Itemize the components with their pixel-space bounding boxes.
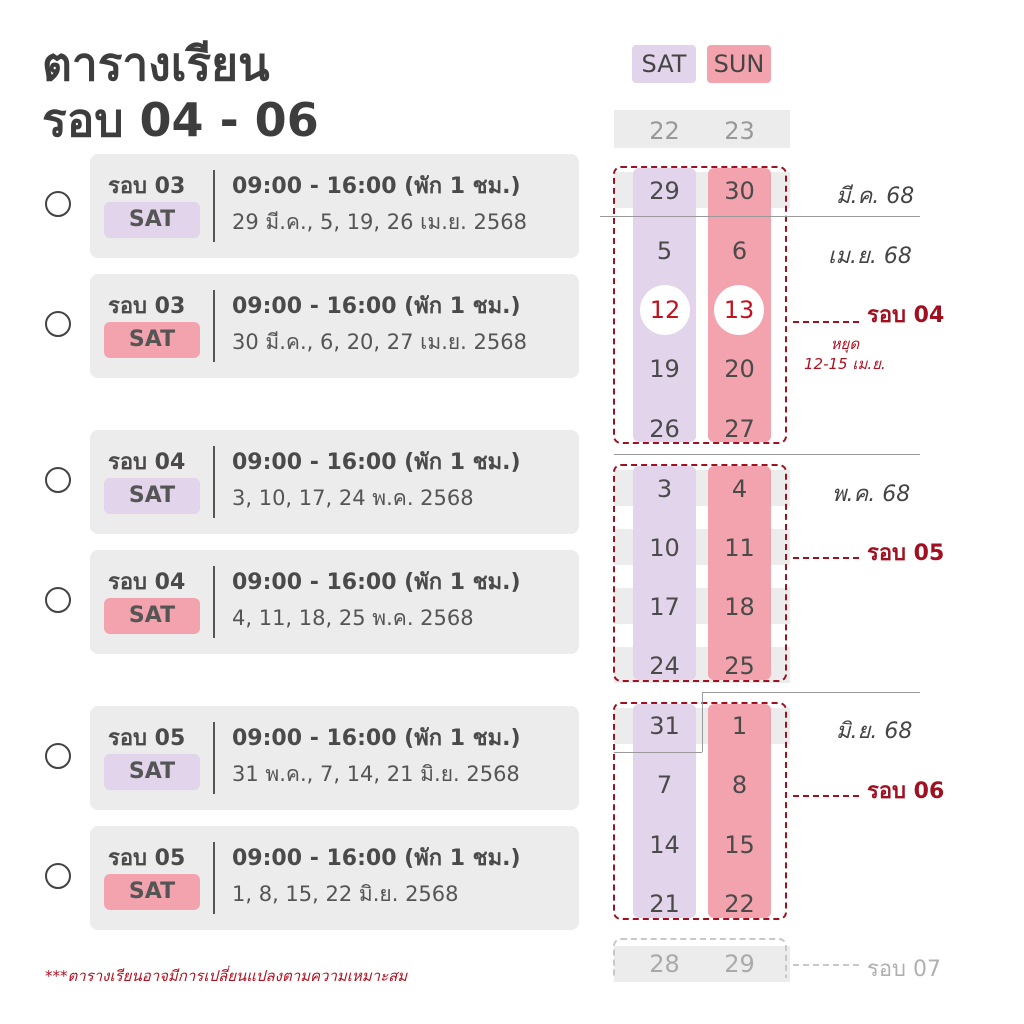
calendar-date: 26: [649, 415, 680, 443]
radio-option-1[interactable]: [45, 191, 71, 217]
day-badge: SAT: [104, 202, 200, 238]
calendar-date: 20: [724, 355, 755, 383]
calendar-date: 27: [724, 415, 755, 443]
month-separator: [702, 692, 703, 752]
schedule-card-1[interactable]: [90, 154, 579, 258]
schedule-card-2[interactable]: [90, 274, 579, 378]
date-list: 1, 8, 15, 22 มิ.ย. 2568: [232, 882, 459, 906]
day-badge: SAT: [104, 322, 200, 358]
schedule-card-6[interactable]: [90, 826, 579, 930]
header-sat: SAT: [632, 45, 696, 83]
header-sun: SUN: [707, 45, 771, 83]
date-list: 4, 11, 18, 25 พ.ค. 2568: [232, 606, 474, 630]
calendar-date: 19: [649, 355, 680, 383]
divider: [213, 290, 215, 362]
calendar-date: 4: [731, 475, 748, 503]
round-06-leader: [793, 795, 859, 797]
day-badge: SAT: [104, 478, 200, 514]
calendar-date: 28: [649, 950, 680, 978]
round-07-leader: [793, 964, 859, 966]
date-list: 30 มี.ค., 6, 20, 27 เม.ย. 2568: [232, 330, 527, 354]
holiday-note: [804, 334, 886, 374]
month-label: เม.ย. 68: [828, 244, 912, 269]
month-separator: [702, 692, 920, 693]
divider: [213, 566, 215, 638]
calendar-date: 21: [649, 890, 680, 918]
calendar-date: 5: [656, 237, 673, 265]
month-label: มิ.ย. 68: [836, 719, 913, 744]
calendar-date: 3: [656, 475, 673, 503]
time-range: 09:00 - 16:00 (พัก 1 ชม.): [232, 726, 521, 751]
calendar-date: 29: [724, 950, 755, 978]
round-label-05: รอบ 05: [867, 541, 945, 566]
month-separator: [614, 752, 702, 753]
round-label: รอบ 03: [108, 174, 186, 199]
calendar-date: 30: [724, 177, 755, 205]
date-list: 31 พ.ค., 7, 14, 21 มิ.ย. 2568: [232, 762, 520, 786]
calendar-date: 14: [649, 831, 680, 859]
calendar-date: 25: [724, 652, 755, 680]
round-label: รอบ 05: [108, 726, 186, 751]
calendar-date: 7: [656, 771, 673, 799]
radio-option-4[interactable]: [45, 587, 71, 613]
time-range: 09:00 - 16:00 (พัก 1 ชม.): [232, 450, 521, 475]
time-range: 09:00 - 16:00 (พัก 1 ชม.): [232, 294, 521, 319]
calendar-date: 29: [649, 177, 680, 205]
holiday-note-line2: 12-15 เม.ย.: [804, 355, 886, 373]
calendar-date: 18: [724, 593, 755, 621]
calendar-date: 11: [724, 534, 755, 562]
round-label-06: รอบ 06: [867, 779, 945, 804]
round-label: รอบ 05: [108, 846, 186, 871]
radio-option-3[interactable]: [45, 467, 71, 493]
schedule-card-5[interactable]: [90, 706, 579, 810]
round-label: รอบ 03: [108, 294, 186, 319]
calendar-date: 31: [649, 712, 680, 740]
round-05-leader: [793, 557, 859, 559]
divider: [213, 446, 215, 518]
calendar-date: 17: [649, 593, 680, 621]
time-range: 09:00 - 16:00 (พัก 1 ชม.): [232, 174, 521, 199]
schedule-card-4[interactable]: [90, 550, 579, 654]
divider: [213, 170, 215, 242]
radio-option-5[interactable]: [45, 743, 71, 769]
round-label-07: รอบ 07: [867, 957, 941, 982]
calendar-date: 15: [724, 831, 755, 859]
round-label: รอบ 04: [108, 570, 186, 595]
holiday-note-line1: หยุด: [830, 335, 860, 353]
round-label: รอบ 04: [108, 450, 186, 475]
date-list: 29 มี.ค., 5, 19, 26 เม.ย. 2568: [232, 210, 527, 234]
calendar-date: 6: [731, 237, 748, 265]
calendar-date: 22: [649, 117, 680, 145]
time-range: 09:00 - 16:00 (พัก 1 ชม.): [232, 846, 521, 871]
page-title: ตารางเรียน: [42, 37, 270, 91]
holiday-date-sun: 13: [714, 285, 764, 335]
calendar-date: 24: [649, 652, 680, 680]
divider: [213, 722, 215, 794]
time-range: 09:00 - 16:00 (พัก 1 ชม.): [232, 570, 521, 595]
month-label: พ.ค. 68: [832, 482, 911, 507]
schedule-card-3[interactable]: [90, 430, 579, 534]
calendar-date: 10: [649, 534, 680, 562]
round-04-leader: [793, 321, 859, 323]
month-separator: [600, 216, 920, 217]
calendar-date: 8: [731, 771, 748, 799]
divider: [213, 842, 215, 914]
round-label-04: รอบ 04: [867, 303, 945, 328]
day-badge: SAT: [104, 598, 200, 634]
date-list: 3, 10, 17, 24 พ.ค. 2568: [232, 486, 474, 510]
month-label: มี.ค. 68: [836, 184, 915, 209]
radio-option-6[interactable]: [45, 863, 71, 889]
calendar-date: 22: [724, 890, 755, 918]
month-separator: [614, 454, 920, 455]
footnote: ***ตารางเรียนอาจมีการเปลี่ยนแปลงตามความเหมาะสม: [45, 967, 408, 985]
page-subtitle: รอบ 04 - 06: [42, 93, 319, 147]
radio-option-2[interactable]: [45, 311, 71, 337]
holiday-date-sat: 12: [640, 285, 690, 335]
calendar-date: 1: [731, 712, 748, 740]
calendar-date: 23: [724, 117, 755, 145]
day-badge: SAT: [104, 874, 200, 910]
day-badge: SAT: [104, 754, 200, 790]
